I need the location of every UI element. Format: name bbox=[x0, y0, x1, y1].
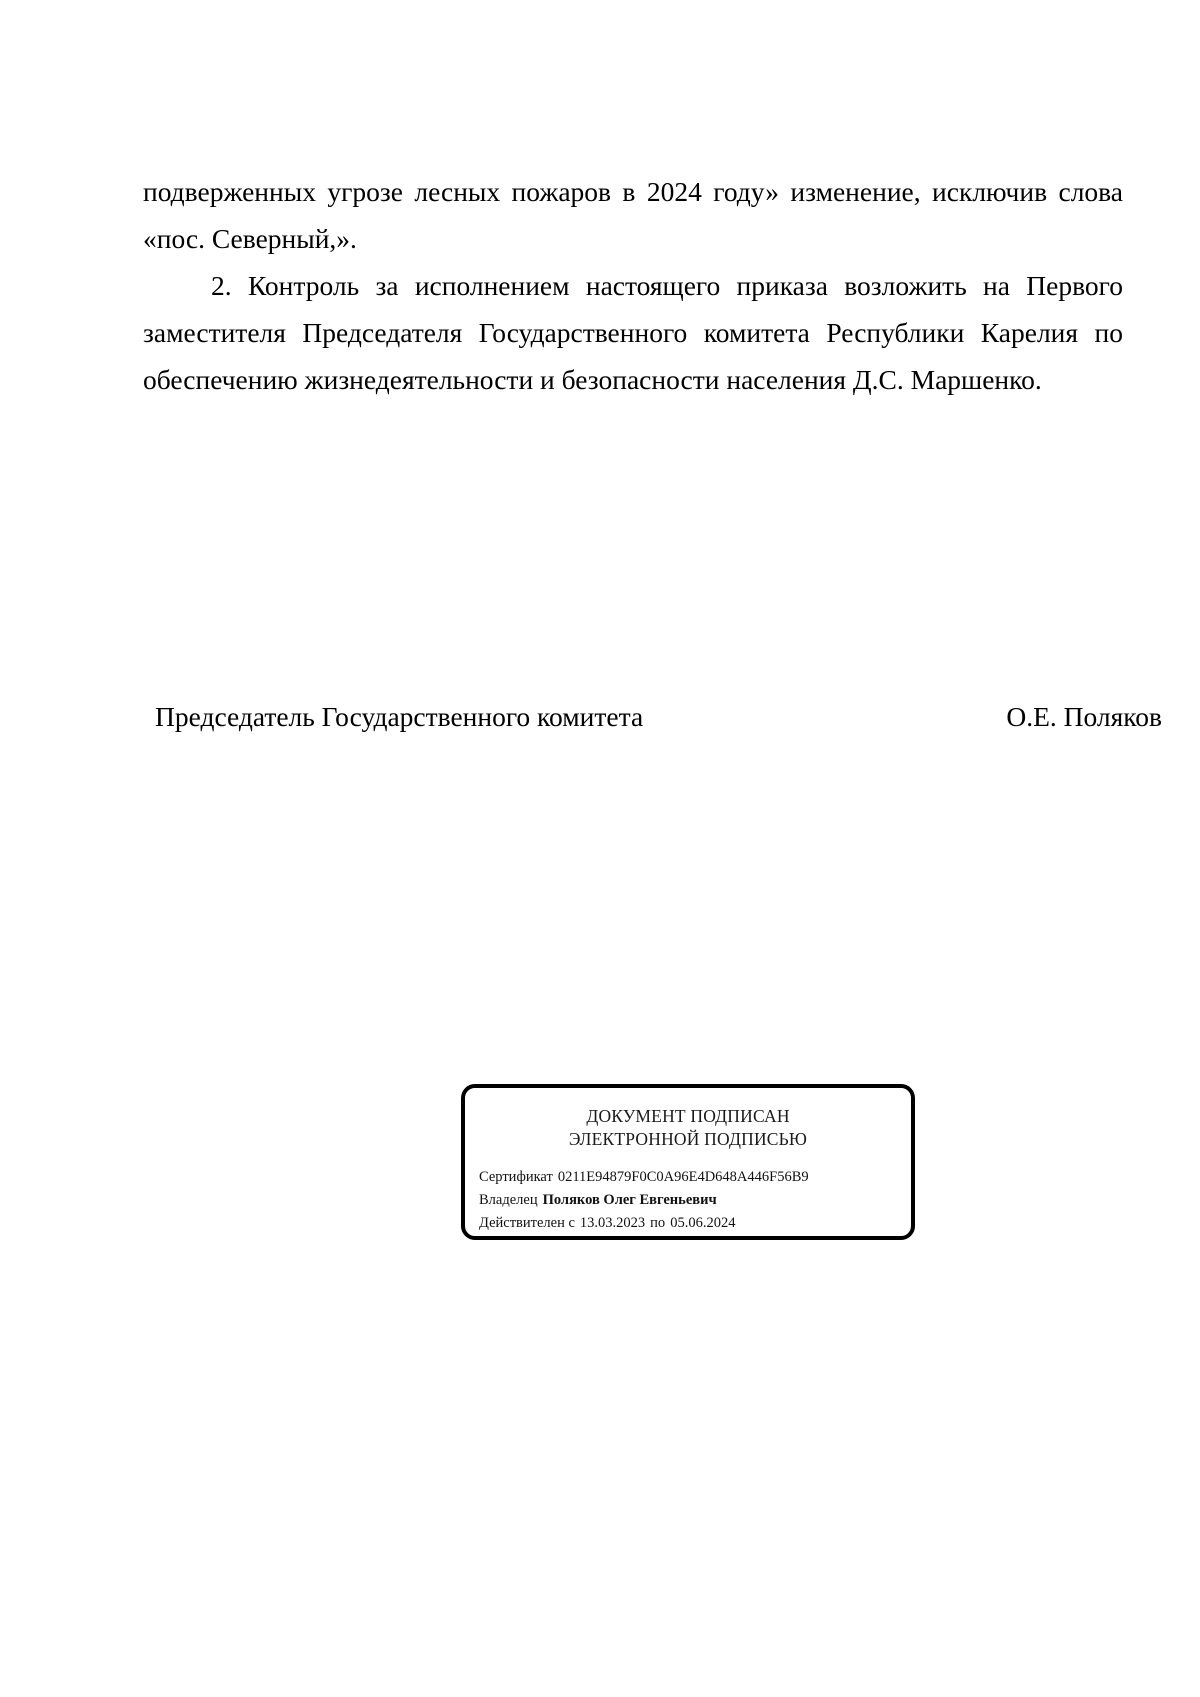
paragraph-control-clause: 2. Контроль за исполнением настоящего приказа возложить на Первого заместителя Председателя Государственного комитета Республики Карелия по обеспечению жизнедеятельности и безопасности населения Д.С. Маршенко. bbox=[143, 270, 1123, 395]
stamp-header-line-1: ДОКУМЕНТ ПОДПИСАН bbox=[586, 1106, 790, 1126]
owner-row bbox=[479, 1189, 809, 1212]
owner-value: Поляков Олег Евгеньевич bbox=[542, 1192, 717, 1208]
stamp-details bbox=[479, 1166, 809, 1235]
certificate-label: Сертификат bbox=[479, 1169, 553, 1185]
certificate-value: 0211E94879F0C0A96E4D648A446F56B9 bbox=[557, 1169, 809, 1185]
stamp-header-line-2: ЭЛЕКТРОННОЙ ПОДПИСЬЮ bbox=[568, 1129, 808, 1149]
signatory-position: Председатель Государственного комитета bbox=[155, 701, 644, 732]
valid-from-label: Действителен с bbox=[479, 1215, 575, 1231]
document-body bbox=[143, 168, 1123, 403]
paragraph-continuation: подверженных угрозе лесных пожаров в 2024 году» изменение, исключив слова «пос. Северный,». bbox=[143, 176, 1123, 254]
signatory-name: О.Е. Поляков bbox=[1006, 701, 1162, 732]
signature-block bbox=[155, 700, 1162, 734]
stamp-header bbox=[465, 1105, 911, 1151]
valid-to-label: по bbox=[650, 1215, 666, 1231]
certificate-row bbox=[479, 1166, 809, 1189]
validity-row bbox=[479, 1212, 809, 1235]
valid-to-value: 05.06.2024 bbox=[670, 1215, 736, 1231]
valid-from-value: 13.03.2023 bbox=[579, 1215, 646, 1231]
owner-label: Владелец bbox=[479, 1192, 538, 1208]
electronic-signature-stamp bbox=[461, 1084, 915, 1240]
